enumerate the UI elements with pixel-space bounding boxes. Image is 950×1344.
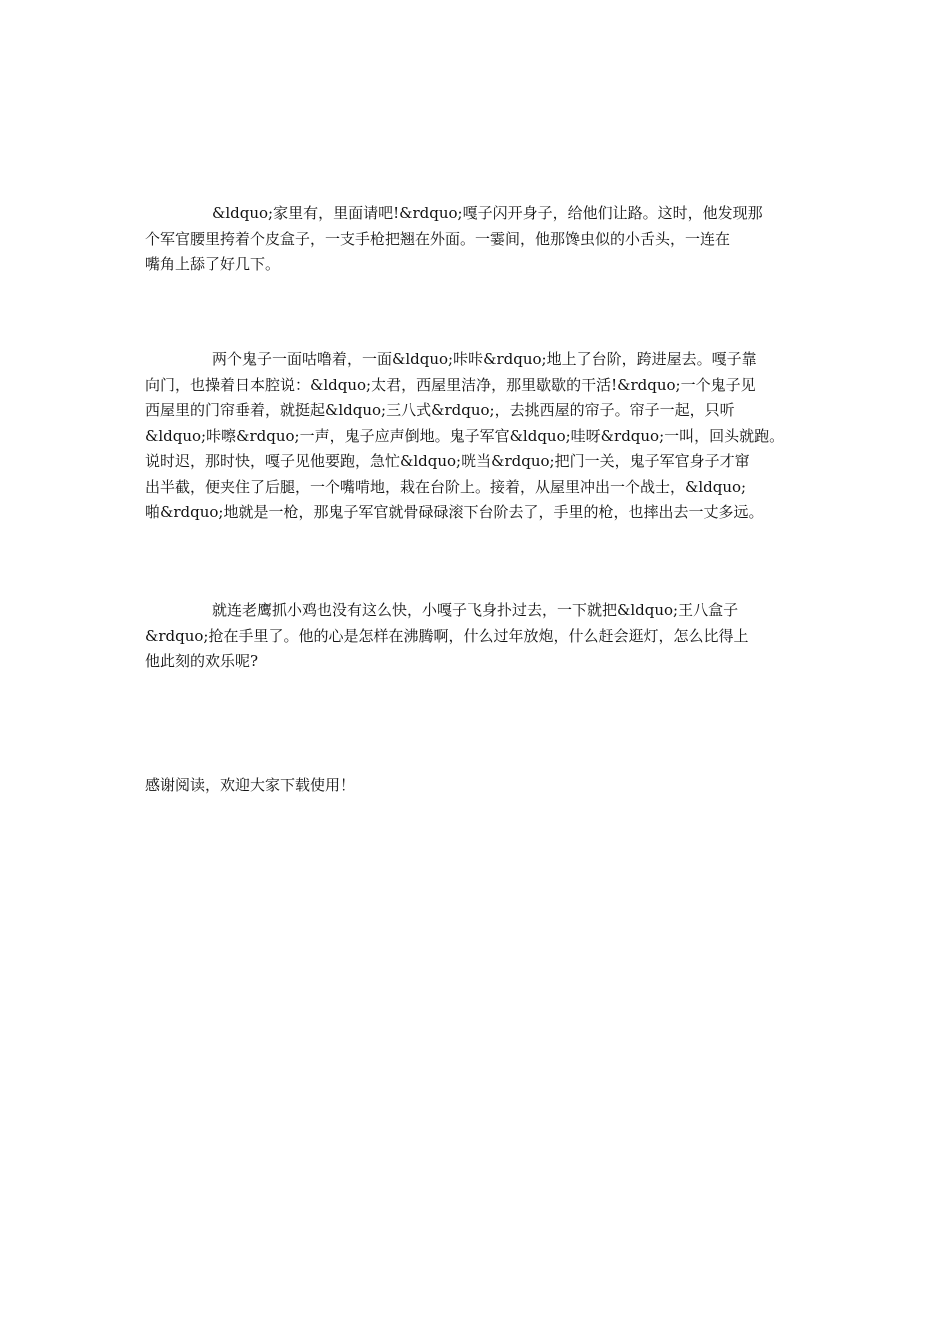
paragraph-line: 西屋里的门帘垂着，就挺起&ldquo;三八式&rdquo;，去挑西屋的帘子。帘子一起，只听	[145, 401, 735, 419]
paragraph-line: &ldquo;咔嚓&rdquo;一声，鬼子应声倒地。鬼子军官&ldquo;哇呀&rdquo;一叫，回头就跑。	[145, 426, 785, 445]
paragraph-line: 说时迟，那时快，嘎子见他要跑，急忙&ldquo;咣当&rdquo;把门一关，鬼子军官身子才窜	[145, 452, 750, 470]
paragraph-1	[145, 201, 817, 278]
paragraph-3	[145, 598, 817, 675]
paragraph-line: 向门，也操着日本腔说：&ldquo;太君，西屋里洁净，那里歇歇的干活!&rdquo;一个鬼子见	[145, 375, 756, 394]
paragraph-line: 出半截，便夹住了后腿，一个嘴啃地，栽在台阶上。接着，从屋里冲出一个战士，&ldquo;	[145, 477, 747, 496]
paragraph-line: 个军官腰里挎着个皮盒子，一支手枪把翘在外面。一霎间，他那馋虫似的小舌头，一连在	[145, 229, 731, 248]
paragraph-2	[145, 347, 817, 526]
paragraph-line: 两个鬼子一面咕噜着，一面&ldquo;咔咔&rdquo;地上了台阶，跨进屋去。嘎子靠	[212, 350, 757, 368]
paragraph-line: 嘴角上舔了好几下。	[145, 255, 281, 273]
paragraph-line: &ldquo;家里有，里面请吧!&rdquo;嘎子闪开身子，给他们让路。这时，他发现那	[212, 204, 763, 222]
closing-line: 感谢阅读，欢迎大家下载使用！	[145, 776, 356, 794]
closing-note	[145, 773, 817, 799]
paragraph-line: 他此刻的欢乐呢?	[145, 652, 259, 670]
paragraph-line: 啪&rdquo;地就是一枪，那鬼子军官就骨碌碌滚下台阶去了，手里的枪，也摔出去一丈多远。	[145, 503, 764, 521]
paragraph-line: &rdquo;抢在手里了。他的心是怎样在沸腾啊，什么过年放炮，什么赶会逛灯，怎么比得上	[145, 626, 749, 645]
paragraph-line: 就连老鹰抓小鸡也没有这么快，小嘎子飞身扑过去，一下就把&ldquo;王八盒子	[212, 601, 739, 619]
